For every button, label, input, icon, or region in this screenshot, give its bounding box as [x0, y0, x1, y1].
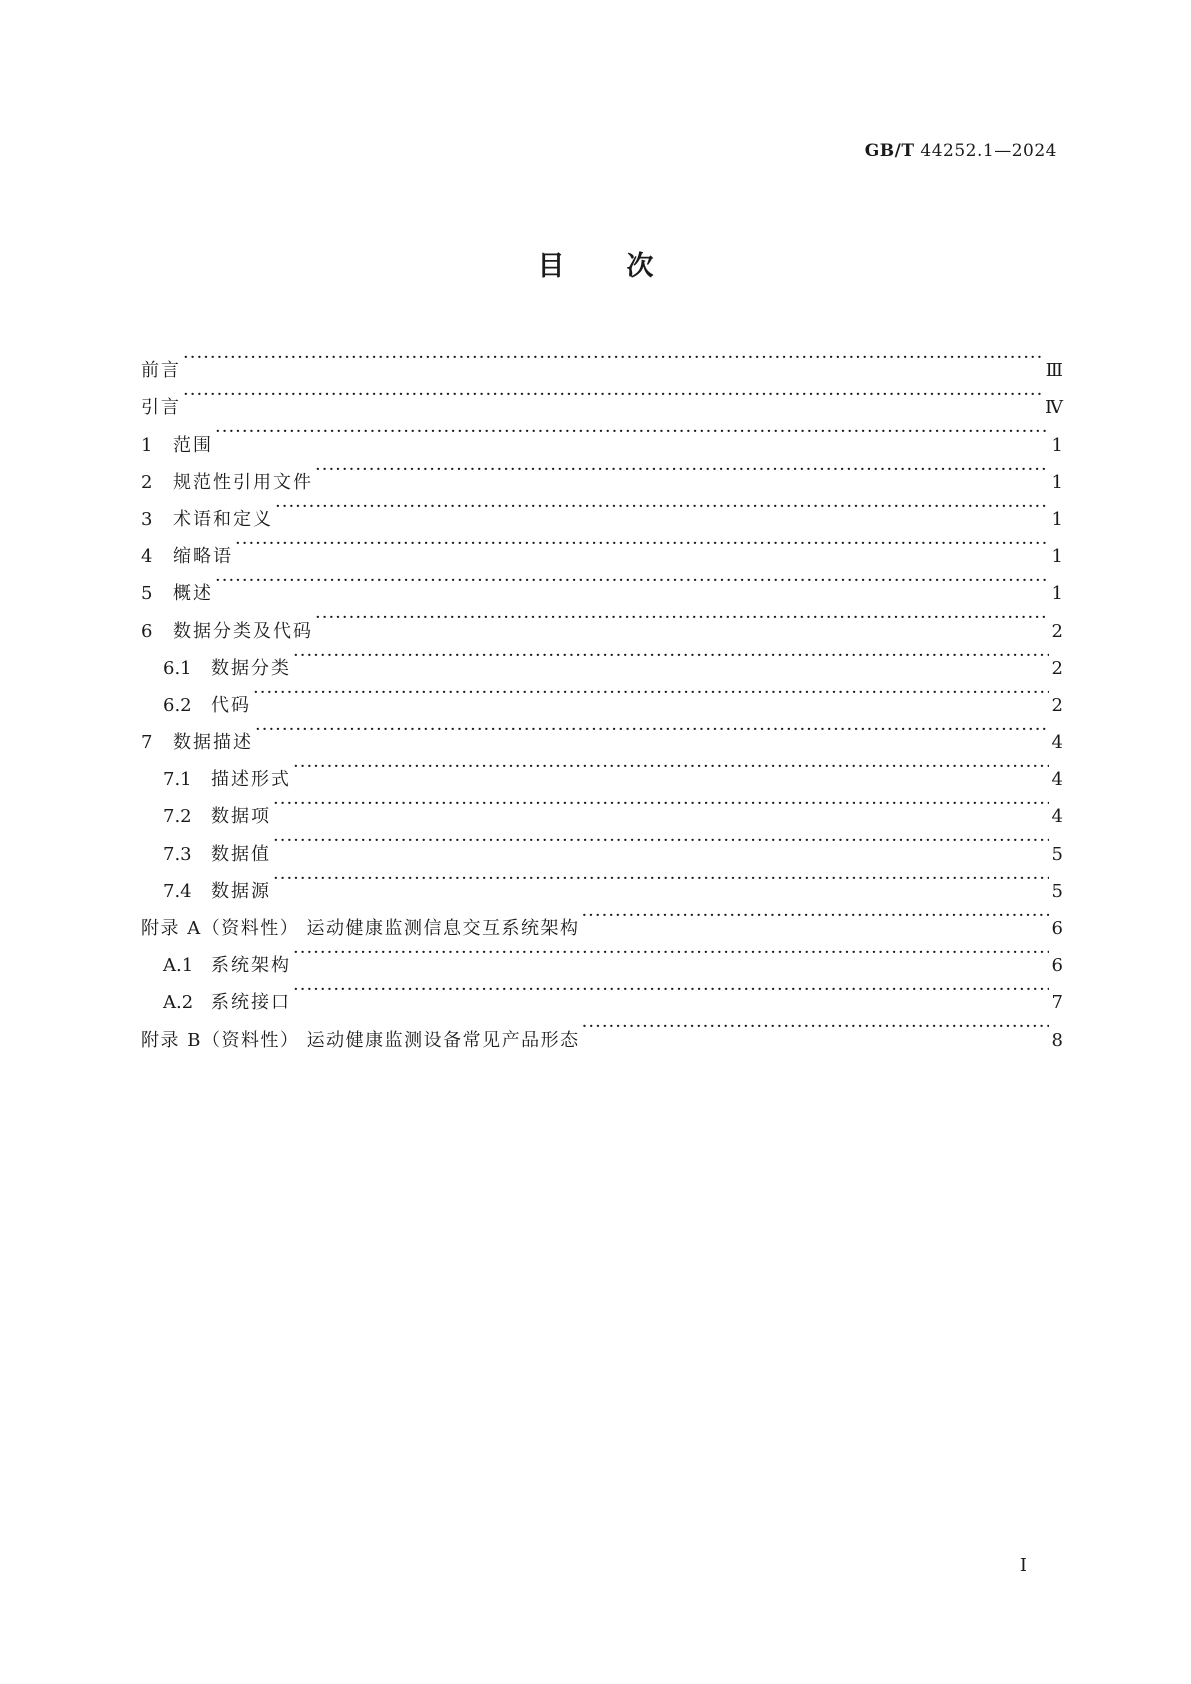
toc-dot-leader: [582, 1008, 1049, 1045]
toc-entry-page: 5: [1051, 880, 1063, 902]
toc-dot-leader: [253, 674, 1049, 711]
toc-dot-leader: [255, 711, 1049, 748]
toc-entry-title: 术语和定义: [173, 508, 273, 530]
toc-entry[interactable]: [141, 376, 1063, 419]
toc-entry-page: 7: [1051, 992, 1063, 1014]
toc-entry-number: 6: [141, 620, 153, 642]
toc-entry-title: 概述: [173, 583, 213, 605]
toc-entry[interactable]: [141, 525, 1063, 568]
toc-entry-number: 4: [141, 546, 153, 568]
toc-entry-page: 8: [1051, 1029, 1063, 1051]
toc-entry-title: 数据值: [211, 843, 271, 865]
toc-entry-number: 7.3: [163, 843, 192, 865]
toc-entry-title: 数据源: [211, 880, 271, 902]
toc-entry-number: 5: [141, 583, 153, 605]
toc-entry[interactable]: [141, 860, 1063, 902]
toc-entry-page: 2: [1051, 620, 1063, 642]
toc-entry[interactable]: [141, 897, 1063, 939]
toc-entry-title: 数据分类及代码: [173, 620, 313, 642]
toc-entry-page: 1: [1051, 583, 1063, 605]
toc-entry-number: 7.1: [163, 769, 192, 791]
toc-dot-leader: [315, 599, 1049, 636]
toc-entry-title: 规范性引用文件: [173, 471, 313, 493]
toc-entry-page: 1: [1051, 546, 1063, 568]
standard-code: 44252.1—2024: [920, 141, 1057, 161]
toc-entry[interactable]: [141, 711, 1063, 754]
toc-entry-title: 引言: [141, 397, 181, 419]
toc-dot-leader: [293, 971, 1049, 1008]
toc-dot-leader: [293, 748, 1049, 785]
toc-entry-page: 5: [1051, 843, 1063, 865]
toc-entry-title: 前言: [141, 360, 181, 382]
toc-entry-title: 系统接口: [211, 992, 291, 1014]
toc-dot-leader: [273, 860, 1049, 897]
toc-entry-title: 描述形式: [211, 769, 291, 791]
toc-entry-number: 3: [141, 508, 153, 530]
toc-entry[interactable]: [141, 451, 1063, 493]
toc-dot-leader: [235, 525, 1049, 562]
toc-entry-page: 4: [1051, 769, 1063, 791]
toc-entry-number: 6.2: [163, 694, 192, 716]
toc-entry-page: 6: [1051, 955, 1063, 977]
toc-entry-number: 7.2: [163, 806, 192, 828]
page-title: 目次: [537, 251, 716, 282]
toc-entry-page: 1: [1051, 434, 1063, 456]
toc-entry-title: 数据项: [211, 806, 271, 828]
toc-entry-title: 数据分类: [211, 657, 291, 679]
toc-entry-title: 系统架构: [211, 955, 291, 977]
toc-entry-number: 7.4: [163, 880, 192, 902]
toc-dot-leader: [215, 413, 1049, 450]
toc-dot-leader: [275, 488, 1049, 525]
page-number: Ⅰ: [1019, 1555, 1027, 1576]
toc-entry-page: Ⅳ: [1045, 397, 1063, 419]
toc-dot-leader: [315, 451, 1049, 488]
toc-dot-leader: [183, 376, 1043, 413]
toc-dot-leader: [273, 822, 1049, 859]
toc-dot-leader: [293, 934, 1049, 971]
toc-entry[interactable]: [141, 674, 1063, 716]
toc-entry-page: 4: [1051, 732, 1063, 754]
toc-entry-title: 数据描述: [173, 732, 253, 754]
toc-entry-title: 附录 B（资料性） 运动健康监测设备常见产品形态: [141, 1029, 580, 1051]
toc-entry-number: 6.1: [163, 657, 192, 679]
toc-entry-title: 范围: [173, 434, 213, 456]
toc-entry-number: 1: [141, 434, 153, 456]
toc-dot-leader: [273, 785, 1049, 822]
toc-entry-title: 代码: [211, 694, 251, 716]
toc-entry-number: 2: [141, 471, 153, 493]
toc-entry-number: A.1: [163, 955, 194, 977]
toc-entry-number: 7: [141, 732, 153, 754]
toc-entry-page: 2: [1051, 694, 1063, 716]
toc-dot-leader: [215, 562, 1049, 599]
toc-entry-page: 1: [1051, 508, 1063, 530]
toc-dot-leader: [293, 637, 1049, 674]
toc-entry-number: A.2: [163, 992, 194, 1014]
toc-entry[interactable]: [141, 822, 1063, 865]
toc-dot-leader: [183, 339, 1044, 376]
toc-entry-page: 2: [1051, 657, 1063, 679]
toc-entry[interactable]: [141, 785, 1063, 828]
toc-entry-title: 附录 A（资料性） 运动健康监测信息交互系统架构: [141, 918, 580, 939]
toc-entry-page: 4: [1051, 806, 1063, 828]
toc-entry[interactable]: [141, 413, 1063, 456]
toc-entry-title: 缩略语: [173, 546, 233, 568]
toc-entry[interactable]: [141, 339, 1063, 382]
toc-entry[interactable]: [141, 748, 1063, 791]
standard-prefix: GB/T: [864, 141, 915, 161]
table-of-contents: [141, 339, 1063, 1051]
toc-entry-page: Ⅲ: [1045, 360, 1063, 382]
toc-entry[interactable]: [141, 599, 1063, 642]
toc-entry[interactable]: [141, 562, 1063, 605]
standard-number: [865, 141, 1057, 161]
toc-entry[interactable]: [141, 488, 1063, 530]
toc-entry-page: 1: [1051, 471, 1063, 493]
toc-dot-leader: [581, 897, 1049, 934]
toc-entry-page: 6: [1051, 918, 1063, 939]
